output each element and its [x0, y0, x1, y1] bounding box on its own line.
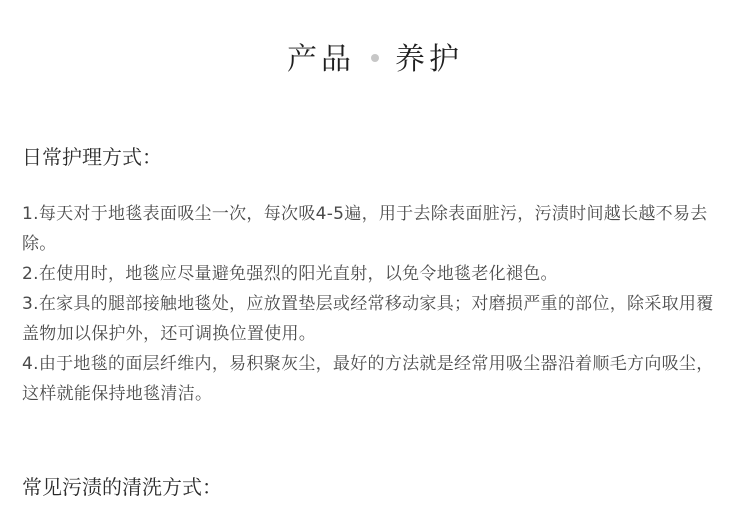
care-list	[22, 199, 728, 409]
care-item-4: 4.由于地毯的面层纤维内，易积聚灰尘，最好的方法就是经常用吸尘器沿着顺毛方向吸尘，这样就能保持地毯清洁。	[22, 354, 714, 404]
page-title	[0, 38, 750, 82]
page-title-right: 养护	[395, 42, 463, 77]
title-separator-dot	[371, 54, 379, 62]
care-item-3: 3.在家具的腿部接触地毯处，应放置垫层或经常移动家具；对磨损严重的部位，除采取用覆盖物加以保护外，还可调换位置使用。	[22, 294, 714, 344]
stain-section-heading: 常见污渍的清洗方式：	[22, 475, 222, 499]
care-item-1: 1.每天对于地毯表面吸尘一次，每次吸4-5遍，用于去除表面脏污，污渍时间越长越不易去除。	[22, 204, 708, 254]
page-title-left: 产品	[287, 42, 355, 77]
care-item-2: 2.在使用时，地毯应尽量避免强烈的阳光直射，以免令地毯老化褪色。	[22, 264, 558, 284]
care-section-heading: 日常护理方式：	[22, 145, 162, 169]
